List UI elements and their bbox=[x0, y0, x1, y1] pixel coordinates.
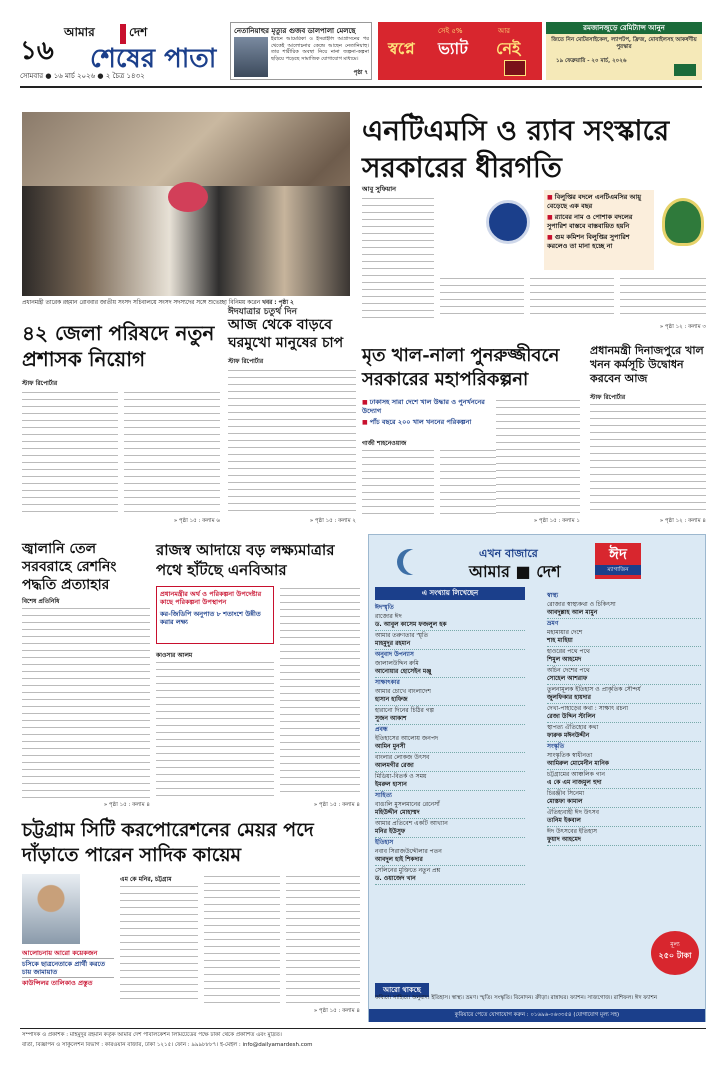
toc-item-title: দেখা-পাহাড়ের কথা : সাক্ষাৎ রচনা bbox=[547, 705, 628, 712]
toc-item-author: ড. আবুল কাসেম ফজলুল হক bbox=[375, 621, 447, 628]
logo-top: আমার bbox=[64, 25, 95, 39]
teaser-body: ইরানে আমেরিকা ও ইসরাইলি আগ্রাসনের পর থেকেই আলোচনার কেন্দ্রে আছেন নেতানিয়াহু। তার শারীরিক অবস্থা নিয়ে নানা জল্পনা-কল্পনা ছড়িয়ে পড়েছে সামাজিক যোগাযোগ মাধ্যমে। bbox=[271, 36, 369, 62]
remit-body: জিতে নিন মোটরসাইকেল, ল্যাপটপ, ফ্রিজ, মোবাইলসহ আকর্ষণীয় পুরস্কার bbox=[551, 37, 697, 50]
toc-item-author: আবদুল হাই শিকদার bbox=[375, 856, 423, 863]
toc-item[interactable] bbox=[375, 819, 525, 838]
zila-body-col2 bbox=[124, 390, 220, 514]
photo-flowers bbox=[168, 182, 208, 212]
toc-item-title: ঐতিহ্যবাহী ঈদ উৎসব bbox=[547, 809, 599, 816]
eid-kicker: ঈদযাত্রার চতুর্থ দিন bbox=[228, 307, 297, 317]
lead-body-col3 bbox=[530, 276, 614, 320]
mayor-byline: এম কে মনির, চট্টগ্রাম bbox=[120, 876, 172, 883]
fuel-byline: বিশেষ প্রতিনিধি bbox=[22, 598, 60, 605]
lead-graphic bbox=[440, 190, 706, 270]
toc-item-author: আমিরুল মোমেনীন মানিক bbox=[547, 760, 609, 767]
mayor-point-2: চসিকে ছাত্রনেতাকে প্রার্থী করতে চায় জামায়াত bbox=[22, 959, 114, 978]
magazine-ad[interactable] bbox=[368, 534, 706, 1022]
toc-item[interactable] bbox=[547, 685, 701, 704]
toc-item-author: ফারুক মঈনউদ্দীন bbox=[547, 732, 590, 739]
toc-item-title: বাংলার লোকজ উৎসব bbox=[375, 754, 430, 761]
ad-remittance[interactable] bbox=[546, 22, 702, 80]
zila-headline[interactable]: ৪২ জেলা পরিষদে নতুন প্রশাসক নিয়োগ bbox=[22, 321, 215, 371]
remit-title: রমজানজুড়ে রেমিট্যান্স আনুন bbox=[546, 22, 702, 34]
footer-line-2: বার্তা, বিজ্ঞাপন ও সার্কুলেশন বিভাগ : কারওয়ান বাজার, ঢাকা ১২১৫। ফোন : ৯৯৯৮৮৮৭। ই-মেইল : info@dailyamardesh.com bbox=[22, 1042, 313, 1048]
vat-logo-icon bbox=[504, 60, 526, 76]
caption-text: প্রধানমন্ত্রী তারেক রহমান রোববার জাতীয় সংসদ সচিবালয়ে সংসদ সদস্যদের সঙ্গে শুভেচ্ছা বিনিময় করেন bbox=[22, 300, 261, 306]
toc-item[interactable] bbox=[375, 753, 525, 772]
toc-item-title: তুলনামূলক ইতিহাস ও প্রাকৃতিক সৌন্দর্য bbox=[547, 686, 641, 693]
toc-item-author: জুলফিকার হায়দার bbox=[547, 694, 591, 701]
eid-headline[interactable]: আজ থেকে বাড়বে ঘরমুখো মানুষের চাপ bbox=[228, 317, 344, 351]
toc-item-author: আলমগীর রেজা bbox=[375, 762, 414, 769]
toc-item[interactable] bbox=[375, 706, 525, 725]
toc-item-title: সেলিনের মুক্তিতে নতুন প্রশ্ন bbox=[375, 867, 441, 874]
toc-item-title: অচিন দেশের পথে bbox=[547, 667, 590, 674]
nbr-headline[interactable]: রাজস্ব আদায়ে বড় লক্ষ্যমাত্রার পথে হাঁটছে এনবিআর bbox=[156, 541, 335, 579]
mayor-points bbox=[22, 948, 114, 988]
zila-continued[interactable]: » পৃষ্ঠা ১৫ : কলাম ৬ bbox=[173, 518, 220, 524]
toc-item-title: রোজার স্বাস্থ্যকথা ও চিকিৎসা bbox=[547, 601, 616, 608]
nbr-box-line-1: প্রধানমন্ত্রীর অর্থ ও পরিকল্পনা উপদেষ্টার কাছে পরিকল্পনা উপস্থাপন bbox=[160, 590, 262, 606]
mag-badge-text: ঈদ bbox=[609, 545, 627, 563]
toc-item[interactable] bbox=[375, 631, 525, 650]
more-label: আরো থাকছে bbox=[375, 983, 429, 997]
eid-continued[interactable]: » পৃষ্ঠা ১৫ : কলাম ২ bbox=[309, 518, 356, 524]
toc-item-title: ঈদ উৎসবের ইতিহাস bbox=[547, 828, 597, 835]
toc-item-author: ফুয়াদ আহমেদ bbox=[547, 836, 581, 843]
nbr-body-col1 bbox=[156, 660, 274, 798]
price-label: মূল্য bbox=[670, 941, 680, 948]
mag-badge bbox=[595, 543, 641, 579]
toc-item-title: মিডিয়া-বিতর্ক ও সময় bbox=[375, 773, 427, 780]
photo-caption bbox=[22, 300, 352, 308]
toc-item-title: আমার তরুণতার স্মৃতি bbox=[375, 632, 429, 639]
lead-continued[interactable]: » পৃষ্ঠা ১২ : কলাম ৩ bbox=[659, 324, 706, 330]
toc-item[interactable] bbox=[375, 659, 525, 678]
canal-body-col3 bbox=[496, 398, 580, 514]
footer-rule bbox=[20, 1028, 706, 1029]
toc-section: ঈদস্মৃতি bbox=[375, 604, 394, 611]
date-line: সোমবার ● ১৬ মার্চ ২০২৬ ● ২ চৈত্র ১৪৩২ bbox=[20, 72, 145, 80]
mag-badge-sub: ম্যাগাজিন bbox=[595, 565, 641, 575]
toc-item[interactable] bbox=[547, 789, 701, 808]
toc-item-title: চট্টগ্রামের আঞ্চলিক গান bbox=[547, 771, 605, 778]
canal-byline: গাজী শাহনেওয়াজ bbox=[362, 440, 407, 447]
pm-canal-headline[interactable]: প্রধানমন্ত্রী দিনাজপুরে খাল খনন কর্মসূচি উদ্বোধন করবেন আজ bbox=[590, 344, 704, 385]
toc-item[interactable] bbox=[375, 734, 525, 753]
lead-bullet-box bbox=[544, 190, 654, 270]
toc-section: স্বাস্থ্য bbox=[547, 592, 559, 599]
toc-item-author: হাসান হাফিজ bbox=[375, 696, 408, 703]
mag-now-label: এখন বাজারে bbox=[479, 547, 538, 560]
teaser-headline: নেতানিয়াহুর মৃত্যুর গুজব ডালপালা মেলছে bbox=[234, 27, 356, 35]
toc-item[interactable] bbox=[547, 808, 701, 827]
fuel-continued[interactable]: » পৃষ্ঠা ১৫ : কলাম ৪ bbox=[103, 802, 150, 808]
toc-item-title: হাওরের পথে পথে bbox=[547, 648, 590, 655]
lead-bullet-3: ■ গুম কমিশন বিলুপ্তির সুপারিশ করলেও তা মানা হচ্ছে না bbox=[547, 233, 651, 250]
toc-item[interactable] bbox=[547, 628, 701, 647]
toc-item[interactable] bbox=[547, 647, 701, 666]
ad-vat[interactable] bbox=[378, 22, 542, 80]
fuel-headline[interactable]: জ্বালানি তেল সরবরাহে রেশনিং পদ্ধতি প্রত্যাহার bbox=[22, 541, 117, 593]
toc-right-list bbox=[547, 591, 701, 846]
toc-item-title: আমার চোখে বাংলাদেশ bbox=[375, 688, 431, 695]
remit-bank-icon bbox=[674, 64, 696, 76]
teaser-page-ref: পৃষ্ঠা ৭ bbox=[353, 70, 368, 76]
lead-headline[interactable]: এনটিএমসি ও র‍্যাব সংস্কারে সরকারের ধীরগতি bbox=[362, 114, 670, 184]
toc-item[interactable] bbox=[375, 866, 525, 885]
eid-body bbox=[228, 368, 356, 514]
toc-section: প্রবন্ধ bbox=[375, 726, 388, 733]
price-value: ২৫০ টাকা bbox=[658, 951, 692, 960]
canal-body-col1 bbox=[362, 448, 434, 514]
toc-item[interactable] bbox=[547, 666, 701, 685]
toc-item-author: ইমরুল হাসান bbox=[375, 781, 407, 788]
toc-item-title: জালালউদ্দিন রুমি bbox=[375, 660, 419, 667]
toc-item-title: চিরঞ্জীব সিনেমা bbox=[547, 790, 585, 797]
mayor-body-col2 bbox=[204, 874, 280, 1004]
toc-item-title: বাঙালি মুসলমানের রেনেসাঁ bbox=[375, 801, 440, 808]
toc-section: সাহিত্য bbox=[375, 792, 392, 799]
toc-item-title: সাংস্কৃতিক স্বাধীনতা bbox=[547, 752, 593, 759]
nbr-continued[interactable]: » পৃষ্ঠা ১৫ : কলাম ৪ bbox=[313, 802, 360, 808]
vat-slogan-c: নেই bbox=[496, 39, 521, 58]
footer-line-1: সম্পাদক ও প্রকাশক : মাহমুদুর রহমান কর্তৃক আমার দেশ পাবলিকেশন লিমিটেডের পক্ষে ঢাকা থেকে প্রকাশিত এবং মুদ্রিত। bbox=[22, 1032, 282, 1038]
rab-emblem-icon bbox=[662, 198, 704, 246]
mayor-point-1: আলোচনায় আরো কয়েকজন bbox=[22, 948, 114, 959]
toc-item[interactable] bbox=[547, 770, 701, 789]
toc-item-author: শাহ মাহিয়া bbox=[547, 637, 573, 644]
nbr-box-line-2: কর-জিডিপি অনুপাত ৮ শতাংশে উন্নীত করার লক্ষ্য bbox=[160, 610, 261, 626]
mayor-photo bbox=[22, 874, 80, 944]
toc-item-author: মহিউদ্দীন মোহাম্মদ bbox=[375, 809, 420, 816]
vat-top-left: সেই ৫% bbox=[438, 27, 463, 35]
toc-item[interactable] bbox=[547, 704, 701, 723]
toc-section: অনুবাদ উপন্যাস bbox=[375, 651, 414, 658]
toc-item[interactable] bbox=[375, 612, 525, 631]
vat-top-right: আর bbox=[498, 27, 511, 35]
mayor-body-col3 bbox=[286, 874, 360, 1004]
lead-bullet-1: ■ বিলুপ্তির বদলে এনটিএমসির আয়ু বেড়েছে এক বছর bbox=[547, 193, 651, 210]
nbr-body-col2 bbox=[280, 586, 360, 798]
toc-item-author: আমিন মুনসী bbox=[375, 743, 406, 750]
toc-item[interactable] bbox=[375, 687, 525, 706]
pm-canal-byline: স্টাফ রিপোর্টার bbox=[590, 394, 626, 401]
mayor-headline[interactable]: চট্টগ্রাম সিটি করপোরেশনের মেয়র পদে দাঁড়াতে পারেন সাদিক কায়েম bbox=[22, 819, 314, 866]
toc-section: ভ্রমণ bbox=[547, 620, 559, 627]
toc-item[interactable] bbox=[375, 772, 525, 791]
caption-credit: খবর : পৃষ্ঠা ২ bbox=[262, 300, 294, 306]
nbr-byline: কাওসার আলম bbox=[156, 652, 193, 659]
lead-body-col1 bbox=[362, 196, 434, 320]
teaser-photo bbox=[234, 37, 268, 77]
vat-slogan-a: স্বপ্নে bbox=[388, 39, 415, 58]
toc-item[interactable] bbox=[547, 751, 701, 770]
toc-section: সংস্কৃতি bbox=[547, 743, 565, 750]
toc-item-author: মনির ইউসুফ bbox=[375, 828, 406, 835]
pm-canal-body bbox=[590, 402, 706, 514]
toc-item-title: আমার প্রতিবেশ একটি আখ্যান bbox=[375, 820, 448, 827]
vat-slogan-b: ভ্যাট bbox=[438, 39, 468, 58]
toc-item-title: মহামায়ার দেশে bbox=[547, 629, 583, 636]
toc-item-author: শিমুল আহমেদ bbox=[547, 656, 582, 663]
toc-item-author: আবদুল্লাহ আল মামুন bbox=[547, 609, 598, 616]
page-number: ১৬ bbox=[20, 36, 54, 66]
mayor-continued[interactable]: » পৃষ্ঠা ১৫ : কলাম ৪ bbox=[313, 1008, 360, 1014]
zila-byline: স্টাফ রিপোর্টার bbox=[22, 380, 58, 387]
mag-brand: আমার ■ দেশ bbox=[469, 562, 561, 581]
toc-item[interactable] bbox=[547, 600, 701, 619]
page-name: শেষের পাতা bbox=[90, 44, 217, 74]
toc-item-author: ড. ওয়াজেদ খান bbox=[375, 875, 416, 882]
toc-item-title: হারানো দিনের চিঠির গল্প bbox=[375, 707, 434, 714]
toc-section: সাক্ষাৎকার bbox=[375, 679, 400, 686]
logo-mid: দেশ bbox=[120, 24, 147, 44]
mayor-body-col1 bbox=[120, 884, 198, 1004]
nbr-box bbox=[156, 586, 274, 644]
fuel-body bbox=[22, 606, 150, 798]
canal-continued[interactable]: » পৃষ্ঠা ১৫ : কলাম ১ bbox=[533, 518, 580, 524]
toc-item[interactable] bbox=[375, 800, 525, 819]
masthead bbox=[20, 22, 230, 80]
more-text: কবিতা। সাহিত্য। অনুবাদ। ইতিহাস। স্বাস্থ্য। ভ্রমণ। স্মৃতি। সংস্কৃতি। বিনোদন। ক্রীড়া। রান্নাঘর। ফ্যাশন। সাজগোজ। রাশিফল। ঈদ ফ্যাশন bbox=[375, 995, 657, 1001]
remit-date: ১৯ ফেব্রুয়ারি - ২০ মার্চ, ২০২৬ bbox=[556, 58, 627, 64]
toc-item-author: মাহমুদুর রহমান bbox=[375, 640, 411, 647]
lead-body-col2 bbox=[440, 276, 524, 320]
mag-courier: কুরিয়ারে পেতে যোগাযোগ করুন : ০১৬৯৬-০৬৩৩৫৪ (যোগাযোগ মূল্য সহ) bbox=[369, 1009, 705, 1022]
canal-bullets bbox=[362, 398, 490, 427]
toc-item-author: তানিম ইকবাল bbox=[547, 817, 581, 824]
canal-headline[interactable]: মৃত খাল-নালা পুনরুজ্জীবনে সরকারের মহাপরিকল্পনা bbox=[362, 345, 560, 390]
eid-byline: স্টাফ রিপোর্টার bbox=[228, 358, 264, 365]
masthead-rule bbox=[20, 86, 702, 88]
toc-item-title: স্থাপত্য ঐতিহ্যের কথা bbox=[547, 724, 599, 731]
toc-item-author: সোহেল আশরাফ bbox=[547, 675, 588, 682]
toc-item-title: রাজ্যের ঈদ bbox=[375, 613, 402, 620]
teaser-netanyahu[interactable] bbox=[230, 22, 372, 80]
toc-item-title: নবাব সিরাজউদ্দৌলার পতন bbox=[375, 848, 442, 855]
toc-item[interactable] bbox=[547, 723, 701, 742]
canal-bullet-2: ■ পাঁচ বছরে ২০০ খাল খননের পরিকল্পনা bbox=[362, 418, 490, 427]
toc-item[interactable] bbox=[547, 827, 701, 846]
zila-body-col1 bbox=[22, 390, 118, 514]
lead-bullet-2: ■ র‍্যাবের নাম ও পোশাক বদলের সুপারিশ বাস্তবে বাস্তবায়িত হয়নি bbox=[547, 213, 651, 230]
toc-title: এ সংখ্যায় লিখেছেন bbox=[375, 587, 525, 600]
toc-item-author: আনোয়ার হোসেইন মঞ্জু bbox=[375, 668, 432, 675]
toc-item-author: রেজা উদ্দিন স্টালিন bbox=[547, 713, 596, 720]
toc-item-author: মোস্তফা কামাল bbox=[547, 798, 583, 805]
toc-item-title: ইতিহাসের আলোয় জনপদ bbox=[375, 735, 439, 742]
toc-section: ইতিহাস bbox=[375, 839, 394, 846]
pm-canal-continued[interactable]: » পৃষ্ঠা ১২ : কলাম ৪ bbox=[659, 518, 706, 524]
lead-photo bbox=[22, 112, 350, 296]
lead-byline: আবু সুফিয়ান bbox=[362, 185, 396, 193]
mayor-point-3: কাউন্সিলর তালিকাও প্রস্তুত bbox=[22, 979, 93, 987]
mag-price-badge bbox=[651, 931, 699, 975]
mag-moon-icon bbox=[403, 549, 429, 575]
toc-item[interactable] bbox=[375, 847, 525, 866]
toc-item-author: এ কে এম নাজমুল হুদা bbox=[547, 779, 602, 786]
canal-bullet-1: ■ ঢাকাসহ সারা দেশে খাল উদ্ধার ও পুনর্খননের উদ্যোগ bbox=[362, 398, 490, 415]
ntmc-emblem-icon bbox=[486, 200, 530, 244]
toc-left-list bbox=[375, 603, 525, 885]
toc-item-author: সুজন আকাশ bbox=[375, 715, 407, 722]
lead-body-col4 bbox=[620, 276, 706, 320]
